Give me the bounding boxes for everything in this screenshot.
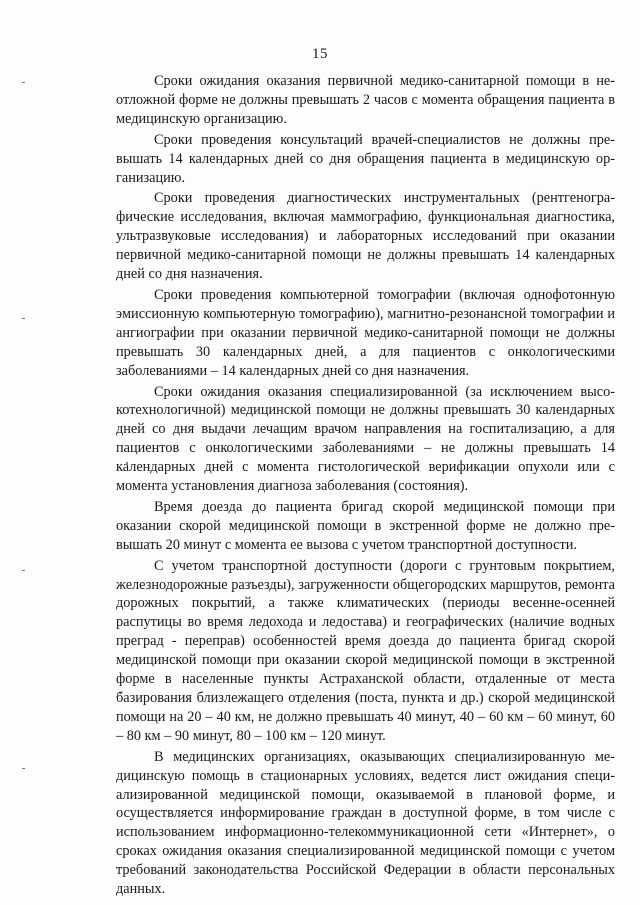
- margin-mark: [22, 570, 25, 571]
- paragraph-primary-care-urgent: Сроки ожидания оказания первичной медико-санитарной помощи в неотложной форме не должны превышать 2 часов с момента обращения пациента в медицинскую организацию.: [116, 73, 615, 127]
- paragraph-transport-accessibility: С учетом транспортной доступности (дороги с грунтовым покрытием, железнодорожные разъезды), загруженности общегородских маршрутов, ремонта дорожных покрытий, а также климатических (периоды весенне-осенней распутицы во время ледохода и ледостава) и географических (наличие водных преград - переправ) особенностей время доезда до пациента бригад скорой медицинской помощи при оказании скорой медицинской помощи в экстренной форме в населенные пункты Астраханской области, отдаленные от места базирования близлежащего отделения (поста, пункта и др.) скорой медицинской помощи на 20 – 40 км, не должно превышать 40 минут, 40 – 60 км – 60 минут, 60 – 80 км – 90 минут, 80 – 100 км – 120 минут.: [116, 557, 615, 744]
- document-body: [116, 72, 615, 899]
- page-number: 15: [312, 46, 328, 62]
- paragraph-ambulance-arrival: Время доезда до пациента бригад скорой медицинской помощи при оказании скорой медицинской помощи в экстренной форме не должно превышать 20 минут с момента ее вызова с учетом транспортной доступности.: [116, 498, 615, 553]
- paragraph-tomography: Сроки проведения компьютерной томографии (включая однофотонную эмиссионную компьютерную томографию), магнитно-резонансной томографии и ангиографии при оказании первичной медико-санитарной помощи не должны превышать 30 календарных дней, а для пациентов с онкологическими заболеваниями – 14 календарных дней со дня назначения.: [116, 286, 615, 379]
- margin-mark: [22, 768, 25, 769]
- margin-mark: [22, 318, 25, 319]
- paragraph-waiting-list: В медицинских организациях, оказывающих специализированную медицинскую помощь в стационарных условиях, ведется лист ожидания специализированной медицинской помощи, оказываемой в плановой форме, и осуществляется информирование граждан в доступной форме, в том числе с использованием информационно-телекоммуникационной сети «Интернет», о сроках ожидания оказания специализированной медицинской помощи с учетом требований законодательства Российской Федерации в области персональных данных.: [116, 748, 615, 898]
- paragraph-specialist-consultations: Сроки проведения консультаций врачей-специалистов не должны превышать 14 календарных дней со дня обращения пациента в медицинскую организацию.: [116, 131, 615, 186]
- paragraph-diagnostic-studies: Сроки проведения диагностических инструментальных (рентгенографические исследования, включая маммографию, функциональная диагностика, ультразвуковые исследования) и лабораторных исследований при оказании первичной медико-санитарной помощи не должны превышать 14 календарных дней со дня назначения.: [116, 190, 615, 283]
- paragraph-specialized-care: Сроки ожидания оказания специализированной (за исключением высокотехнологичной) медицинской помощи не должны превышать 30 календарных дней со дня выдачи лечащим врачом направления на госпитализацию, а для пациентов с онкологическими заболеваниями – не должны превышать 14 календарных дней с момента гистологической верификации опухоли или с момента установления диагноза заболевания (состояния).: [116, 383, 615, 495]
- margin-mark: [22, 82, 25, 83]
